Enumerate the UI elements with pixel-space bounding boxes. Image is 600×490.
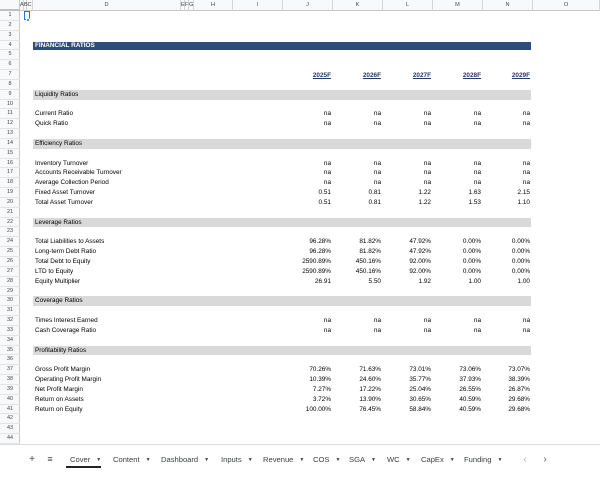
ratio-value[interactable]: 47.92%: [409, 248, 431, 256]
ratio-label[interactable]: Cash Coverage Ratio: [35, 326, 97, 334]
ratio-value[interactable]: 450.16%: [355, 258, 381, 265]
row-header-2[interactable]: 2: [0, 21, 20, 31]
ratio-value[interactable]: na: [323, 317, 331, 325]
row-header-32[interactable]: 32: [0, 316, 20, 326]
ratio-value[interactable]: na: [373, 110, 381, 118]
ratio-value[interactable]: 1.10: [517, 198, 530, 206]
tab-dropdown-icon[interactable]: ▼: [371, 457, 376, 463]
ratio-value[interactable]: na: [423, 120, 431, 128]
ratio-value[interactable]: 73.07%: [508, 366, 530, 374]
ratio-value[interactable]: 1.92: [418, 277, 431, 285]
sheet-tab-label: Dashboard: [161, 455, 199, 464]
ratio-label[interactable]: LTD to Equity: [35, 267, 74, 275]
row-header-39[interactable]: 39: [0, 385, 20, 395]
row-header-12[interactable]: 12: [0, 119, 20, 129]
row-header-1[interactable]: 1: [0, 11, 20, 21]
ratio-label[interactable]: Accounts Receivable Turnover: [35, 169, 122, 177]
ratio-value[interactable]: na: [323, 110, 331, 118]
ratio-label[interactable]: Return on Equity: [35, 405, 83, 413]
column-header-c[interactable]: C: [27, 0, 33, 11]
column-header-b[interactable]: B: [24, 0, 27, 11]
ratio-value[interactable]: 26.91: [315, 277, 331, 285]
year-header[interactable]: 2029F: [511, 72, 530, 80]
ratio-label[interactable]: Total Debt to Equity: [35, 258, 91, 265]
row-header-28[interactable]: 28: [0, 277, 20, 287]
row-header-31[interactable]: 31: [0, 306, 20, 316]
ratio-value[interactable]: 40.59%: [459, 395, 481, 403]
row-header-43[interactable]: 43: [0, 424, 20, 434]
ratio-value[interactable]: 29.68%: [508, 395, 530, 403]
year-header[interactable]: 2026F: [362, 72, 381, 80]
ratio-label[interactable]: Quick Ratio: [35, 120, 69, 128]
row-header-21[interactable]: 21: [0, 208, 20, 218]
row-header-13[interactable]: 13: [0, 129, 20, 139]
ratio-value[interactable]: 30.65%: [409, 395, 431, 403]
ratio-value[interactable]: 2590.89%: [302, 267, 331, 275]
row-header-41[interactable]: 41: [0, 405, 20, 415]
sheet-tab-label: SGA: [349, 455, 366, 464]
ratio-label[interactable]: Equity Multiplier: [35, 277, 81, 285]
sheet-tab[interactable]: [417, 452, 455, 468]
ratio-label[interactable]: Current Ratio: [35, 110, 74, 118]
row-header-36[interactable]: 36: [0, 355, 20, 365]
scroll-tabs-left-button[interactable]: ‹: [523, 454, 527, 465]
ratio-value[interactable]: na: [522, 326, 530, 334]
sheet-tab-label: Content: [113, 455, 140, 464]
ratio-value[interactable]: 13.90%: [359, 395, 381, 403]
row-header-44[interactable]: 44: [0, 434, 20, 444]
ratio-value[interactable]: 76.45%: [359, 405, 381, 413]
column-header-d[interactable]: D: [33, 0, 181, 11]
ratio-value[interactable]: 5.50: [368, 277, 381, 285]
column-header-j[interactable]: J: [283, 0, 333, 11]
ratio-value[interactable]: na: [423, 169, 431, 177]
ratio-value[interactable]: 0.00%: [462, 258, 481, 265]
ratio-value[interactable]: 0.00%: [462, 238, 481, 246]
ratio-value[interactable]: na: [522, 159, 530, 167]
ratio-value[interactable]: 24.60%: [359, 376, 381, 384]
ratio-value[interactable]: 10.39%: [309, 376, 331, 384]
row-header-34[interactable]: 34: [0, 336, 20, 346]
tab-dropdown-icon[interactable]: ▼: [449, 457, 455, 463]
sheet-tab[interactable]: [217, 452, 253, 468]
ratio-value[interactable]: 58.84%: [409, 405, 431, 413]
sheet-tab[interactable]: [109, 452, 151, 468]
year-header[interactable]: 2025F: [312, 72, 331, 80]
row-header-11[interactable]: 11: [0, 109, 20, 119]
row-header-37[interactable]: 37: [0, 365, 20, 375]
ratio-value[interactable]: na: [323, 120, 331, 128]
ratio-value[interactable]: na: [473, 326, 481, 334]
ratio-value[interactable]: 26.87%: [508, 385, 530, 393]
section-band: [33, 296, 531, 306]
tab-dropdown-icon[interactable]: ▼: [335, 457, 341, 463]
column-header-bar: [0, 0, 600, 11]
row-header-6[interactable]: 6: [0, 60, 20, 70]
sheet-tab-label: Revenue: [263, 455, 294, 464]
ratio-value[interactable]: 0.00%: [511, 238, 530, 246]
row-header-25[interactable]: 25: [0, 247, 20, 257]
ratio-value[interactable]: 1.22: [418, 198, 431, 206]
section-heading[interactable]: Coverage Ratios: [35, 297, 83, 305]
ratio-value[interactable]: 37.93%: [459, 376, 481, 384]
ratio-value[interactable]: na: [522, 169, 530, 177]
row-header-17[interactable]: 17: [0, 168, 20, 178]
row-header-18[interactable]: 18: [0, 178, 20, 188]
column-header-m[interactable]: M: [433, 0, 483, 11]
ratio-label[interactable]: Operating Profit Margin: [35, 376, 102, 384]
ratio-value[interactable]: 40.59%: [459, 405, 481, 413]
section-band: [33, 90, 531, 100]
column-header-l[interactable]: L: [383, 0, 433, 11]
ratio-label[interactable]: Total Liabilities to Assets: [35, 238, 105, 246]
ratio-value[interactable]: 70.26%: [309, 366, 331, 374]
ratio-value[interactable]: 35.77%: [409, 376, 431, 384]
ratio-value[interactable]: 47.92%: [409, 238, 431, 246]
ratio-value[interactable]: na: [423, 110, 431, 118]
column-header-f[interactable]: F: [185, 0, 189, 11]
ratio-value[interactable]: na: [473, 120, 481, 128]
row-header-38[interactable]: 38: [0, 375, 20, 385]
ratio-value[interactable]: 1.00: [517, 277, 530, 285]
row-header-bar: [0, 11, 20, 462]
sheet-tab-label: Cover: [70, 455, 91, 464]
row-header-7[interactable]: 7: [0, 70, 20, 80]
ratio-label[interactable]: Long-term Debt Ratio: [35, 248, 97, 256]
ratio-value[interactable]: 1.00: [468, 277, 481, 285]
column-header-n[interactable]: N: [483, 0, 533, 11]
row-header-4[interactable]: 4: [0, 41, 20, 51]
sheet-tab-label: COS: [313, 455, 330, 464]
row-header-5[interactable]: 5: [0, 50, 20, 60]
row-header-15[interactable]: 15: [0, 149, 20, 159]
fill-handle[interactable]: [26, 18, 30, 22]
ratio-value[interactable]: 17.22%: [359, 385, 381, 393]
row-header-30[interactable]: 30: [0, 296, 20, 306]
column-header-o[interactable]: O: [533, 0, 600, 11]
row-header-10[interactable]: 10: [0, 100, 20, 110]
ratio-value[interactable]: na: [473, 179, 481, 187]
sheet-tabs-bar: [0, 444, 600, 490]
section-heading[interactable]: Leverage Ratios: [35, 218, 82, 226]
ratio-value[interactable]: na: [323, 169, 331, 177]
ratio-label[interactable]: Average Collection Period: [35, 179, 109, 187]
ratio-value[interactable]: 92.00%: [409, 258, 431, 265]
sheet-title[interactable]: FINANCIAL RATIOS: [33, 42, 531, 51]
ratio-value[interactable]: na: [473, 110, 481, 118]
ratio-label[interactable]: Fixed Asset Turnover: [35, 189, 96, 197]
ratio-value[interactable]: 73.06%: [459, 366, 481, 374]
ratio-value[interactable]: 0.81: [368, 189, 381, 197]
sheet-tab[interactable]: [383, 452, 411, 468]
ratio-value[interactable]: na: [373, 169, 381, 177]
ratio-value[interactable]: na: [473, 317, 481, 325]
ratio-value[interactable]: 0.00%: [511, 248, 530, 256]
tab-dropdown-icon[interactable]: ▼: [299, 457, 305, 463]
tab-dropdown-icon[interactable]: ▼: [145, 457, 151, 463]
ratio-value[interactable]: 450.16%: [355, 267, 381, 275]
ratio-value[interactable]: na: [473, 169, 481, 177]
row-header-42[interactable]: 42: [0, 414, 20, 424]
ratio-value[interactable]: 96.28%: [309, 238, 331, 246]
column-header-e[interactable]: E: [181, 0, 185, 11]
column-header-i[interactable]: I: [233, 0, 283, 11]
row-header-3[interactable]: 3: [0, 31, 20, 41]
column-header-a[interactable]: A: [20, 0, 24, 11]
row-header-27[interactable]: 27: [0, 267, 20, 277]
row-header-23[interactable]: 23: [0, 227, 20, 237]
ratio-value[interactable]: na: [323, 159, 331, 167]
sheet-tab-label: CapEx: [421, 455, 444, 464]
ratio-value[interactable]: 0.00%: [511, 258, 530, 265]
column-header-k[interactable]: K: [333, 0, 383, 11]
section-heading[interactable]: Profitability Ratios: [35, 346, 87, 354]
section-band: [33, 139, 531, 149]
ratio-value[interactable]: 29.68%: [508, 405, 530, 413]
ratio-value[interactable]: 0.51: [318, 189, 331, 197]
tab-dropdown-icon[interactable]: ▼: [204, 457, 210, 463]
row-header-26[interactable]: 26: [0, 257, 20, 267]
ratio-value[interactable]: na: [423, 326, 431, 334]
ratio-label[interactable]: Return on Assets: [35, 395, 84, 403]
row-header-35[interactable]: 35: [0, 346, 20, 356]
all-sheets-menu-icon[interactable]: ≡: [47, 454, 53, 464]
ratio-value[interactable]: na: [423, 159, 431, 167]
row-header-24[interactable]: 24: [0, 237, 20, 247]
ratio-value[interactable]: 96.28%: [309, 248, 331, 256]
ratio-value[interactable]: 38.39%: [508, 376, 530, 384]
section-band: [33, 218, 531, 228]
ratio-value[interactable]: 0.00%: [511, 267, 530, 275]
ratio-value[interactable]: 1.22: [418, 189, 431, 197]
ratio-value[interactable]: 100.00%: [305, 405, 331, 413]
section-heading[interactable]: Efficiency Ratios: [35, 139, 83, 147]
ratio-label[interactable]: Times Interest Earned: [35, 317, 98, 325]
year-header[interactable]: 2028F: [462, 72, 481, 80]
row-header-16[interactable]: 16: [0, 159, 20, 169]
ratio-value[interactable]: 3.72%: [312, 395, 331, 403]
sheet-tab[interactable]: [309, 452, 340, 468]
ratio-label[interactable]: Gross Profit Margin: [35, 366, 91, 374]
sheet-tab[interactable]: [157, 452, 209, 468]
ratio-value[interactable]: na: [373, 120, 381, 128]
ratio-value[interactable]: 0.51: [318, 198, 331, 206]
row-header-29[interactable]: 29: [0, 287, 20, 297]
ratio-value[interactable]: 71.63%: [359, 366, 381, 374]
year-header[interactable]: 2027F: [412, 72, 431, 80]
ratio-value[interactable]: 81.82%: [359, 248, 381, 256]
ratio-value[interactable]: na: [373, 179, 381, 187]
ratio-value[interactable]: 2.15: [517, 189, 530, 197]
row-header-20[interactable]: 20: [0, 198, 20, 208]
ratio-value[interactable]: na: [522, 317, 530, 325]
select-all-corner[interactable]: [0, 0, 20, 11]
ratio-value[interactable]: 1.63: [468, 189, 481, 197]
ratio-value[interactable]: na: [522, 110, 530, 118]
row-header-40[interactable]: 40: [0, 395, 20, 405]
tab-dropdown-icon[interactable]: ▼: [497, 457, 503, 463]
row-header-19[interactable]: 19: [0, 188, 20, 198]
row-header-9[interactable]: 9: [0, 90, 20, 100]
ratio-value[interactable]: na: [373, 159, 381, 167]
row-header-33[interactable]: 33: [0, 326, 20, 336]
column-header-g[interactable]: G: [189, 0, 194, 11]
ratio-value[interactable]: 26.55%: [459, 385, 481, 393]
add-sheet-button[interactable]: +: [29, 454, 35, 465]
ratio-value[interactable]: 0.81: [368, 198, 381, 206]
ratio-value[interactable]: 1.53: [468, 198, 481, 206]
ratio-value[interactable]: 2590.89%: [302, 258, 331, 265]
sheet-tab[interactable]: [66, 452, 101, 468]
tab-dropdown-icon[interactable]: ▼: [96, 457, 102, 463]
ratio-value[interactable]: 0.00%: [462, 248, 481, 256]
ratio-value[interactable]: 7.27%: [312, 385, 331, 393]
ratio-value[interactable]: 0.00%: [462, 267, 481, 275]
ratio-label[interactable]: Inventory Turnover: [35, 159, 89, 167]
row-header-22[interactable]: 22: [0, 218, 20, 228]
column-header-h[interactable]: H: [194, 0, 233, 11]
ratio-value[interactable]: 81.82%: [359, 238, 381, 246]
row-header-8[interactable]: 8: [0, 80, 20, 90]
ratio-label[interactable]: Net Profit Margin: [35, 385, 83, 393]
ratio-value[interactable]: na: [323, 179, 331, 187]
sheet-tab[interactable]: [460, 452, 502, 468]
tab-dropdown-icon[interactable]: ▼: [405, 457, 411, 463]
sheet-tab[interactable]: [259, 452, 304, 468]
tab-dropdown-icon[interactable]: ▼: [247, 457, 253, 463]
sheet-tab-label: WC: [387, 455, 400, 464]
ratio-value[interactable]: na: [323, 326, 331, 334]
ratio-value[interactable]: na: [522, 120, 530, 128]
ratio-label[interactable]: Total Asset Turnover: [35, 198, 93, 206]
sheet-tab-label: Funding: [464, 455, 492, 464]
ratio-value[interactable]: na: [473, 159, 481, 167]
ratio-value[interactable]: na: [423, 317, 431, 325]
ratio-value[interactable]: na: [373, 317, 381, 325]
ratio-value[interactable]: na: [522, 179, 530, 187]
ratio-value[interactable]: 92.00%: [409, 267, 431, 275]
ratio-value[interactable]: na: [423, 179, 431, 187]
section-band: [33, 346, 531, 356]
sheet-tab-label: Inputs: [221, 455, 242, 464]
section-heading[interactable]: Liquidity Ratios: [35, 90, 79, 98]
row-header-14[interactable]: 14: [0, 139, 20, 149]
ratio-value[interactable]: 73.01%: [409, 366, 431, 374]
sheet-tab[interactable]: [345, 452, 376, 468]
ratio-value[interactable]: 25.04%: [409, 385, 431, 393]
ratio-value[interactable]: na: [373, 326, 381, 334]
scroll-tabs-right-button[interactable]: ›: [543, 454, 547, 465]
